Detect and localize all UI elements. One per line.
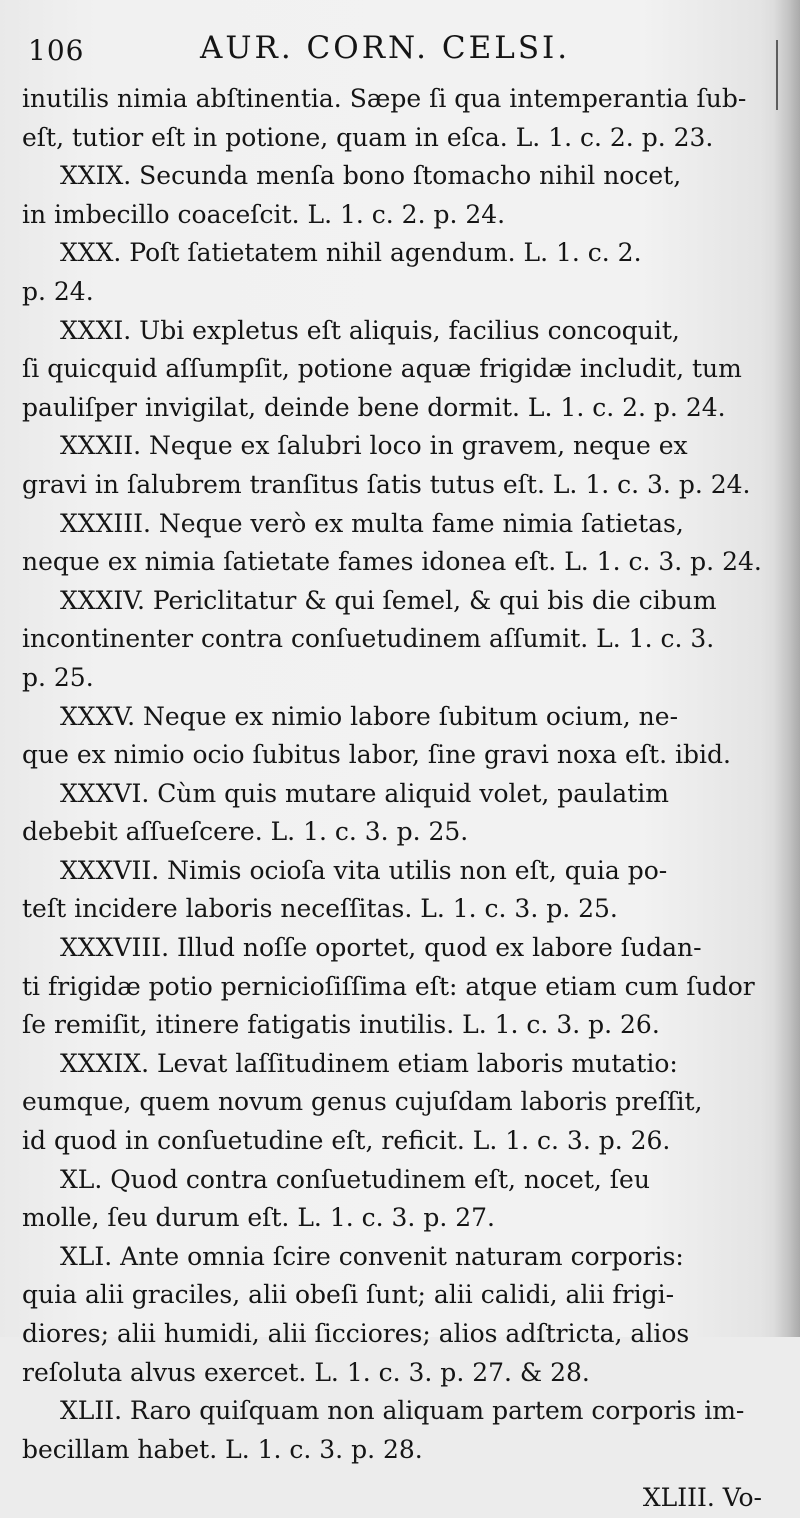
page-header — [28, 30, 748, 70]
text-line: XXXVII. Nimis ocioſa vita utilis non eſt, quia po- — [60, 855, 668, 885]
text-line: p. 25. — [22, 662, 94, 692]
text-line: reſoluta alvus exercet. L. 1. c. 3. p. 27. & 28. — [22, 1357, 590, 1387]
text-line: XXXIV. Periclitatur & qui ſemel, & qui bis die cibum — [60, 585, 717, 615]
text-line: XLII. Raro quiſquam non aliquam partem corporis im- — [60, 1396, 745, 1426]
text-line: XXXIII. Neque verò ex multa fame nimia ſatietas, — [60, 508, 684, 538]
text-line: XXXV. Neque ex nimio labore ſubitum ocium, ne- — [60, 701, 679, 731]
text-line: XXXI. Ubi expletus eſt aliquis, facilius concoquit, — [60, 315, 680, 345]
text-line: molle, ſeu durum eſt. L. 1. c. 3. p. 27. — [22, 1203, 495, 1233]
text-line: ti frigidæ potio pernicioſiſſima eſt: atque etiam cum ſudor — [22, 971, 755, 1001]
text-line: XXXII. Neque ex ſalubri loco in gravem, neque ex — [60, 431, 688, 461]
text-line: XXXVIII. Illud noſſe oportet, quod ex labore ſudan- — [60, 933, 702, 963]
text-line: debebit aſſueſcere. L. 1. c. 3. p. 25. — [22, 817, 469, 847]
text-line: incontinenter contra conſuetudinem aſſumit. L. 1. c. 3. — [22, 624, 715, 654]
text-line: id quod in conſuetudine eſt, reficit. L. 1. c. 3. p. 26. — [22, 1126, 671, 1156]
page-binding-shadow — [774, 0, 800, 1337]
text-line: teſt incidere laboris neceſſitas. L. 1. c. 3. p. 25. — [22, 894, 618, 924]
text-line: ſi quicquid aſſumpſit, potione aquæ frigidæ includit, tum — [22, 354, 742, 384]
text-line: XLI. Ante omnia ſcire convenit naturam corporis: — [60, 1241, 684, 1271]
binding-edge-mark — [776, 40, 778, 110]
text-line: eſt, tutior eſt in potione, quam in eſca. L. 1. c. 2. p. 23. — [22, 122, 714, 152]
text-line: diores; alii humidi, alii ſicciores; alios adſtricta, alios — [22, 1319, 690, 1348]
text-line: XXIX. Secunda menſa bono ſtomacho nihil nocet, — [60, 161, 682, 191]
text-line: que ex nimio ocio ſubitus labor, ſine gravi noxa eſt. ibid. — [22, 740, 731, 770]
running-head: AUR. CORN. CELSI. — [200, 30, 571, 66]
text-line: XXXIX. Levat laſſitudinem etiam laboris mutatio: — [60, 1048, 678, 1078]
text-line: gravi in ſalubrem tranſitus ſatis tutus eſt. L. 1. c. 3. p. 24. — [22, 469, 751, 499]
text-line: XXX. Poſt ſatietatem nihil agendum. L. 1. c. 2. — [60, 238, 642, 268]
text-line: XXXVI. Cùm quis mutare aliquid volet, paulatim — [60, 778, 669, 808]
catchword: XLIII. Vo- — [642, 1483, 762, 1513]
text-line: ſe remiſit, itinere fatigatis inutilis. L. 1. c. 3. p. 26. — [22, 1010, 660, 1040]
page-number: 106 — [28, 34, 85, 67]
text-line: p. 24. — [22, 276, 94, 306]
text-line: in imbecillo coaceſcit. L. 1. c. 2. p. 24. — [22, 199, 506, 229]
text-line: quia alii graciles, alii obeſi ſunt; alii calidi, alii frigi- — [22, 1280, 675, 1310]
text-line: neque ex nimia ſatietate fames idonea eſt. L. 1. c. 3. p. 24. — [22, 547, 762, 577]
text-line: XL. Quod contra conſuetudinem eſt, nocet, ſeu — [60, 1164, 650, 1194]
text-line: becillam habet. L. 1. c. 3. p. 28. — [22, 1434, 423, 1464]
text-line: eumque, quem novum genus cujuſdam laboris preſſit, — [22, 1087, 703, 1117]
text-body — [22, 80, 762, 1518]
text-line: inutilis nimia abſtinentia. Sæpe ſi qua intemperantia ſub- — [22, 84, 747, 113]
text-line: pauliſper invigilat, deinde bene dormit. L. 1. c. 2. p. 24. — [22, 392, 726, 422]
